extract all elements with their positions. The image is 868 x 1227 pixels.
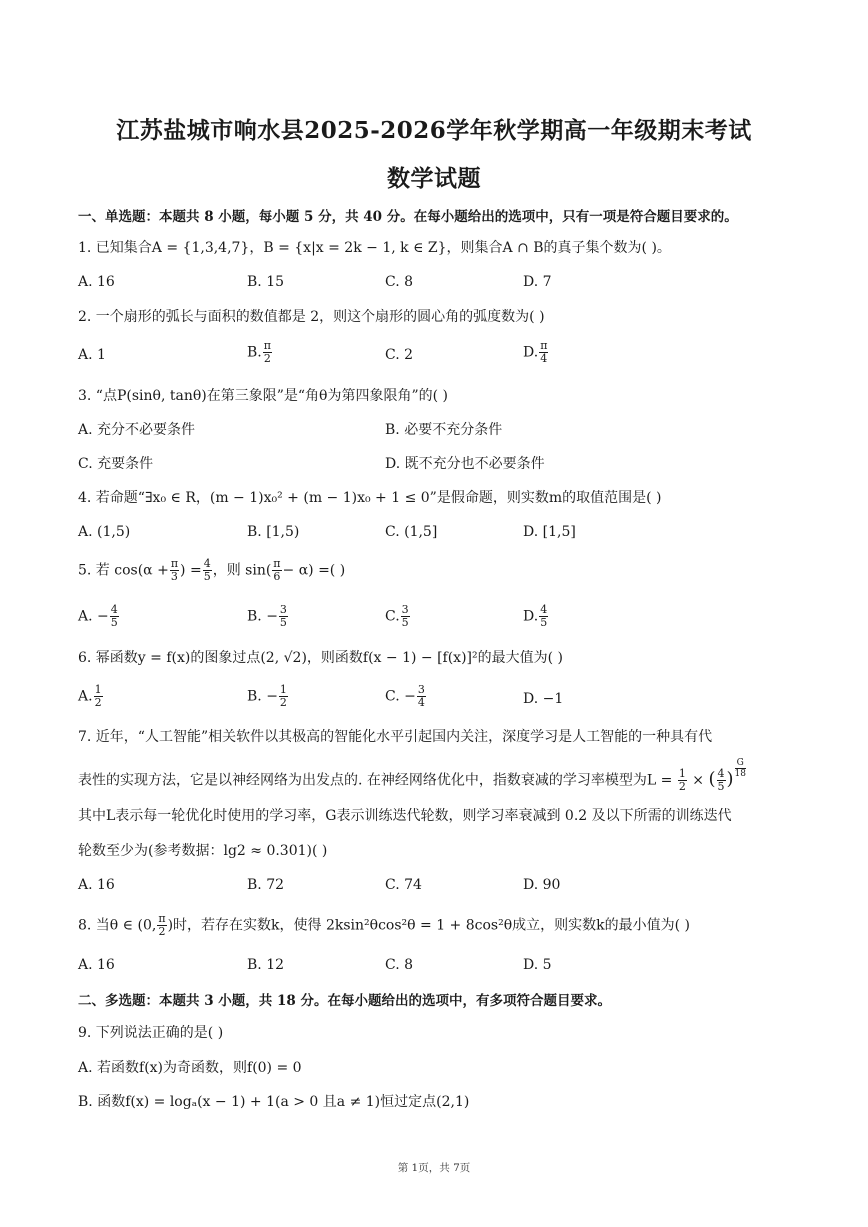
question-7-option-c: C. 74 <box>385 877 422 893</box>
question-7-option-a: A. 16 <box>78 877 115 893</box>
fraction: $\frac{4}{5}$ <box>110 603 118 629</box>
question-2-option-b: B. $\frac{\pi}{2}$ <box>247 339 271 365</box>
question-8-option-b: B. 12 <box>247 957 285 973</box>
question-3-option-c: C. 充要条件 <box>78 456 154 472</box>
exam-title: 江苏盐城市响水县2025-2026学年秋学期高一年级期末考试 <box>116 117 752 144</box>
question-1-stem: 1. 已知集合A = {1,3,4,7}，B = {x|x = 2k − 1, k ∈ Z}，则集合A ∩ B的真子集个数为( )。 <box>78 240 671 256</box>
question-4-option-d: D. [1,5] <box>523 524 576 540</box>
question-4-option-c: C. (1,5] <box>385 524 438 540</box>
fraction: $\frac{3}{4}$ <box>417 683 425 709</box>
page-footer: 第 1页，共 7页 <box>397 1162 471 1174</box>
question-8-option-d: D. 5 <box>523 957 552 973</box>
question-7-option-d: D. 90 <box>523 877 561 893</box>
question-7-line-2: 表性的实现方法，它是以神经网络为出发点的. 在神经网络优化中，指数衰减的学习率模型为L = $\frac{1}{2}$ × ( $\frac{4}{5}$ ) $\frac{G}{18}$ <box>78 758 746 793</box>
question-1-option-b: B. 15 <box>247 274 285 290</box>
fraction: $\frac{1}{2}$ <box>94 683 102 709</box>
question-9-stem: 9. 下列说法正确的是( ) <box>78 1025 224 1041</box>
question-5-stem: 5. 若 cos(α + $\frac{\pi}{3}$ ) = $\frac{4}{5}$ ，则 sin( $\frac{\pi}{6}$ − α) =( ) <box>78 557 346 583</box>
question-9-option-b: B. 函数f(x) = logₐ(x − 1) + 1(a > 0 且a ≠ 1)恒过定点(2,1) <box>78 1094 470 1110</box>
question-2-stem: 2. 一个扇形的弧长与面积的数值都是 2，则这个扇形的圆心角的弧度数为( ) <box>78 309 545 325</box>
fraction: $\frac{\pi}{4}$ <box>540 339 548 365</box>
question-2-option-c: C. 2 <box>385 347 414 363</box>
question-8-option-c: C. 8 <box>385 957 414 973</box>
question-7-line-1: 7. 近年，“人工智能”相关软件以其极高的智能化水平引起国内关注，深度学习是人工智能的一种具有代 <box>78 729 713 745</box>
question-5-option-d: D. $\frac{4}{5}$ <box>523 603 548 629</box>
fraction: $\frac{\pi}{6}$ <box>273 557 281 583</box>
fraction: $\frac{3}{5}$ <box>401 603 409 629</box>
question-3-option-a: A. 充分不必要条件 <box>78 422 196 438</box>
question-2-option-a: A. 1 <box>78 347 106 363</box>
question-5-option-a: A. − $\frac{4}{5}$ <box>78 603 118 629</box>
fraction: $\frac{\pi}{2}$ <box>263 339 271 365</box>
question-2-option-d: D. $\frac{\pi}{4}$ <box>523 339 548 365</box>
question-3-option-b: B. 必要不充分条件 <box>385 422 503 438</box>
fraction: $\frac{1}{2}$ <box>279 683 287 709</box>
question-7-line-3: 其中L表示每一轮优化时使用的学习率，G表示训练迭代轮数，则学习率衰减到 0.2 及以下所需的训练迭代 <box>78 808 732 824</box>
question-7-line-4: 轮数至少为(参考数据：lg2 ≈ 0.301)( ) <box>78 843 328 859</box>
fraction: $\frac{3}{5}$ <box>279 603 287 629</box>
section-heading-multiple-choice: 二、多选题：本题共 3 小题，共 18 分。在每小题给出的选项中，有多项符合题目要求。 <box>78 993 611 1009</box>
question-6-option-b: B. − $\frac{1}{2}$ <box>247 683 287 709</box>
question-6-option-a: A. $\frac{1}{2}$ <box>78 683 102 709</box>
question-6-option-d: D. −1 <box>523 691 564 707</box>
question-4-stem: 4. 若命题“∃x₀ ∈ R，(m − 1)x₀² + (m − 1)x₀ + 1 ≤ 0”是假命题，则实数m的取值范围是( ) <box>78 490 662 506</box>
fraction: $\frac{1}{2}$ <box>678 767 686 793</box>
fraction: $\frac{4}{5}$ <box>540 603 548 629</box>
question-1-option-d: D. 7 <box>523 274 552 290</box>
question-1-option-a: A. 16 <box>78 274 115 290</box>
question-7-option-b: B. 72 <box>247 877 285 893</box>
question-5-option-c: C. $\frac{3}{5}$ <box>385 603 409 629</box>
fraction: $\frac{\pi}{3}$ <box>170 557 179 583</box>
question-9-option-a: A. 若函数f(x)为奇函数，则f(0) = 0 <box>78 1060 302 1076</box>
question-8-option-a: A. 16 <box>78 957 115 973</box>
section-heading-single-choice: 一、单选题：本题共 8 小题，每小题 5 分，共 40 分。在每小题给出的选项中，只有一项是符合题目要求的。 <box>78 209 738 225</box>
question-4-option-b: B. [1,5) <box>247 524 300 540</box>
question-6-option-c: C. − $\frac{3}{4}$ <box>385 683 425 709</box>
question-6-stem: 6. 幂函数y = f(x)的图象过点(2, √2)，则函数f(x − 1) − [f(x)]²的最大值为( ) <box>78 650 563 666</box>
fraction: $\frac{4}{5}$ <box>203 557 211 583</box>
question-3-option-d: D. 既不充分也不必要条件 <box>385 456 545 472</box>
question-5-option-b: B. − $\frac{3}{5}$ <box>247 603 287 629</box>
question-1-option-c: C. 8 <box>385 274 414 290</box>
question-8-stem: 8. 当θ ∈ (0, $\frac{\pi}{2}$ )时，若存在实数k，使得 2ksin²θcos²θ = 1 + 8cos²θ成立，则实数k的最小值为( ) <box>78 912 690 938</box>
fraction: $\frac{4}{5}$ <box>717 767 725 793</box>
fraction: $\frac{\pi}{2}$ <box>158 912 166 938</box>
question-3-stem: 3. “点P(sinθ, tanθ)在第三象限”是“角θ为第四象限角”的( ) <box>78 388 449 404</box>
question-4-option-a: A. (1,5) <box>78 524 131 540</box>
exponent-fraction: $\frac{G}{18}$ <box>734 758 746 779</box>
exam-subtitle: 数学试题 <box>387 165 481 192</box>
